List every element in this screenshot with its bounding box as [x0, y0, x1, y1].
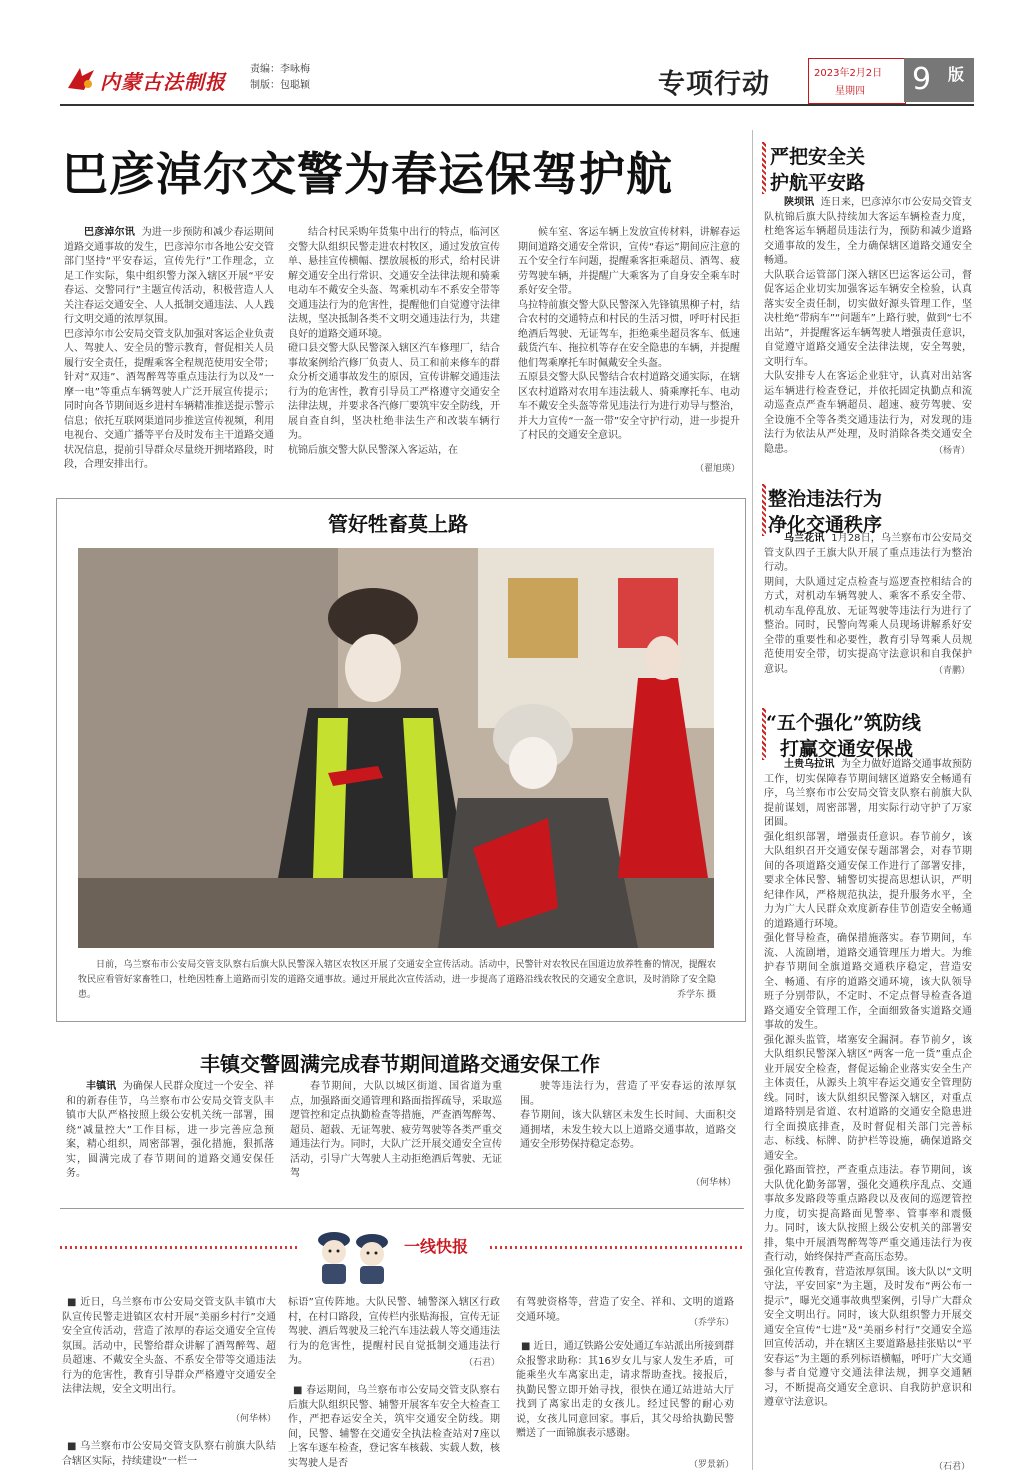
a2-body: [764, 532, 973, 675]
editor-credit: 责编：李咏梅: [250, 64, 310, 75]
a3-lead: 土贵乌拉讯: [784, 759, 835, 770]
a1-title-line1: 严把安全关: [770, 146, 866, 168]
main-signature: （翟旭瑛）: [694, 464, 740, 474]
main-col3: 候车室、客运车辆上发放宣传材料，讲解春运期间道路交通安全常识，宣传“春运”期间应注意的五个安全行车问题，提醒乘客拒乘超员、酒驾、疲劳驾驶车辆，并提醒广大乘客为了自身安全乘车时系好安全带。 乌拉特前旗交警大队民警深入先锋镇黑柳子村，结合农村的交通特点和村民的生活习惯，呼吁村民拒绝酒后驾驶、无证驾车，拒绝乘坐超员客车、低速载货汽车、拖拉机等存在安全隐患的车辆，并提醒他们驾乘摩托车时佩戴安全头盔。 五原县交警大队民警结合农村道路交通实际，在辖区农村道路对农用车违法载人、骑乘摩托车、电动车不戴安全头盔等常见违法行为进行劝导与整治，并大力宣传“一盔一带”安全守护行动，进一步提升了村民的交通安全意识。: [518, 227, 740, 441]
a3-text: 为全力做好道路交通事故预防工作，切实保障春节期间辖区道路安全畅通有序，乌兰察布市公安局交管支队察右前旗大队提前谋划，周密部署，用实际行动守护了万家团圆。 强化组织部署，增强责任意识。春节前夕，该大队组织召开交通安保专题部署会，对春节期间的各项道路交通安保工作进行了部署安排，要求全体民警、辅警切实提高思想认识，严明纪律作风，严格规范执法，提升服务水平，全力为广大人民群众欢度新春佳节创造安全畅通的道路通行环境。 强化督导检查，确保措施落实。春节期间，车流、人流剧增，道路交通管理压力增大。为维护春节期间全旗道路交通秩序稳定，营造安全、畅通、有序的道路交通环境，该大队领导班子分别带队，不定时、不定点督导检查各道路交通安全管理工作，全面细致备实道路交通事故的发生。 强化源头监管，堵塞安全漏洞。春节前夕，该大队组织民警深入辖区“两客一危一货”重点企业开展安全检查，督促运输企业落实安全生产主体责任，从源头上筑牢春运交通安全管理防线。同时，该大队组织民警深入辖区，对重点道路特别是省道、农村道路的交通安全隐患进行全面摸底排查，及时督促相关部门完善标志、标线、标牌、防护栏等设施，确保道路交通安全。 强化路面管控，严查重点违法。春节期间，该大队优化勤务部署，强化交通秩序乱点、交通事故多发路段等重点路段以及夜间的巡逻管控力度，切实提高路面见警率、管事率和震慑力。同时，该大队按照上级公安机关的部署安排，集中开展酒驾醉驾等严重交通违法行为夜查行动，始终保持严查高压态势。 强化宣传教育，营造浓厚氛围。该大队以“文明守法，平安回家”为主题，及时发布“两公布一提示”，曝光交通事故典型案例，引导广大群众安全文明出行。同时，该大队组织警力开展交通安全宣传“七进”及“美丽乡村行”交通安全巡回宣传活动，并在辖区主要道路悬挂张贴以“平安春运”为主题的系列标语横幅，呼吁广大交通参与者自觉遵守交通法律法规，拥享交通陋习，不断提高交通安全意识、自我防护意识和遵章守法意识。: [764, 759, 973, 1408]
a2-signature: （青鹏）: [933, 666, 970, 676]
page-number: 9: [912, 62, 932, 97]
a1-title-line2: 护航平安路: [770, 172, 866, 194]
fengzhen-bottom-rule: [60, 1208, 744, 1209]
kuaibao-col3: 有驾驶资格等，营造了安全、祥和、文明的道路交通环境。: [516, 1297, 734, 1323]
fengzhen-lead: 丰镇讯: [86, 1081, 117, 1092]
a3-title-line1: “五个强化”筑防线: [766, 712, 921, 734]
a1-title-stripe: [762, 142, 766, 194]
right-column-divider: [752, 130, 753, 1470]
kuaibao-col2-signature: （石君）: [463, 1358, 500, 1368]
photo-story-title: 管好牲畜莫上路: [328, 512, 468, 536]
a3-title-line2: 打赢交通安保战: [780, 738, 914, 760]
kuaibao-title: 一线快报: [404, 1237, 469, 1256]
logo-mark-icon: [66, 66, 96, 92]
a2-text: 1月28日，乌兰察布市公安局交管支队四子王旗大队开展了重点违法行为整治行动。 期间，大队通过定点检查与巡逻查控相结合的方式，对机动车辆驾驶人、乘客不系安全带、机动车乱停乱放、无证驾驶等违法行为进行了整治。同时，民警向驾乘人员现场讲解系好安全带的重要性和必要性，教育引导驾乘人员规范使用安全带，切实提高守法意识和自我保护意识。: [764, 533, 973, 675]
fengzhen-col1-text: 为确保人民群众度过一个安全、祥和的新春佳节，乌兰察布市公安局交管支队丰镇市大队严格按照上级公安机关统一部署，围绕“减量控大”工作目标，进一步完善应急预案，精心组织，周密部署，强化措施，狠抓落实，圆满完成了春节期间的道路交通安保任务。: [66, 1081, 275, 1179]
fengzhen-col3: 驶等违法行为，营造了平安春运的浓厚氛围。 春节期间，该大队辖区未发生长时间、大面积交通拥堵，未发生较大以上道路交通事故，道路交通安全形势保持稳定态势。: [520, 1081, 736, 1150]
kuaibao-col1-signature: （何华林）: [230, 1414, 276, 1424]
a2-title-line2: 净化交通秩序: [768, 514, 883, 536]
kuaibao-col2b: ■ 春运期间，乌兰察布市公安局交管支队察右后旗大队组织民警、辅警开展客车安全大检查工作，严把春运安全关，筑牢交通安全防线。期间，民警、辅警在交通安全执法检查站对7座以上客车逐车检查，登记客车核载、实载人数，核实驾驶人是否: [288, 1385, 500, 1469]
a1-body: [764, 196, 973, 455]
a3-signature: （石君）: [933, 1462, 970, 1472]
news-photo: [78, 548, 714, 948]
a2-title-line1: 整治违法行为: [768, 488, 883, 510]
a1-lead: 陕坝讯: [784, 197, 815, 208]
photo-caption: 日前，乌兰察布市公安局交管支队察右后旗大队民警深入辖区农牧区开展了交通安全宣传活动。活动中，民警针对农牧民在国道边放养牲畜的情况，提醒农牧民应看管好家畜牲口，杜绝因牲畜上道路而引发的道路交通事故。通过开展此次宣传活动，进一步提高了道路沿线农牧民的交通安全意识，及时消除了安全隐患。: [78, 960, 716, 1000]
a3-body: [764, 758, 972, 1462]
fengzhen-signature: （何华林）: [690, 1178, 736, 1188]
kuaibao-col3-signature: （乔学东）: [688, 1318, 734, 1328]
a2-title-stripe: [762, 484, 766, 536]
main-lead: 巴彦淖尔讯: [84, 227, 135, 238]
maker-credit: 制版：包聪颖: [250, 80, 310, 91]
kuaibao-col3b-signature: （罗景新）: [688, 1460, 734, 1470]
kuaibao-col2: 标语”宣传阵地。大队民警、辅警深入辖区行政村，在村口路段，宣传栏内张贴海报，宣传无证驾驶、酒后驾驶及三轮汽车违法载人等交通违法行为的危害性，提醒村民自觉抵制交通违法行为。: [288, 1297, 500, 1366]
masthead: [60, 58, 974, 108]
fengzhen-col2: 春节期间，大队以城区街道、国省道为重点，加强路面交通管理和路面指挥疏导，采取巡逻管控和定点执勤检查等措施，严查酒驾醉驾、超员、超载、无证驾驶、疲劳驾驶等各类严重交通违法行为。同时，大队广泛开展交通安全宣传活动，引导广大驾驶人主动拒绝酒后驾驶、无证驾: [290, 1081, 502, 1179]
photo-credit: 乔学东 摄: [677, 990, 716, 1000]
masthead-rule: [60, 104, 974, 106]
issue-date: 2023年2月2日: [814, 68, 883, 79]
main-col1: [64, 226, 274, 488]
kuaibao-col3b: ■ 近日，通辽铁路公安处通辽车站派出所接到群众报警求助称：其16岁女儿与家人发生矛盾，可能乘坐火车离家出走，请求帮助查找。接报后，执勤民警立即开始寻找，很快在通辽站进站大厅找到了离家出走的女孩儿。经过民警的耐心劝说，女孩儿同意回家。事后，其父母给执勤民警赠送了一面锦旗表示感谢。: [516, 1341, 734, 1439]
kuaibao-right-dots: [490, 1246, 744, 1249]
logo-text: 内蒙古法制报: [100, 70, 226, 94]
fengzhen-headline: 丰镇交警圆满完成春节期间道路交通安保工作: [200, 1052, 600, 1076]
police-mascot-icon: [308, 1220, 398, 1288]
section-title: 专项行动: [658, 69, 770, 100]
a1-text: 连日来，巴彦淖尔市公安局交管支队杭锦后旗大队持续加大客运车辆检查力度，杜绝客运车辆超员违法行为，预防和减少道路交通事故的发生，全力确保辖区道路交通安全畅通。 大队联合运管部门深入辖区巴运客运公司，督促客运企业切实加强客运车辆安全检验，认真落实安全责任制，切实做好源头管理工作，坚决杜绝“带病车”“问题车”上路行驶，做到“七不出站”，并提醒客运车辆驾驶人增强责任意识，自觉遵守道路交通安全法律法规，安全驾驶，文明行车。 大队安排专人在客运企业驻守，认真对出站客运车辆进行检查登记，并依托固定执勤点和流动巡查点严查车辆超员、超速、疲劳驾驶、安全设施不全等各类交通违法行为，对发现的违法行为依法从严处理，及时消除各类交通安全隐患。: [764, 197, 973, 455]
main-col1-text: 为进一步预防和减少春运期间道路交通事故的发生，巴彦淖尔市各地公安交管部门坚持“平安春运，宣传先行”工作理念，立足工作实际，集中组织警力深入辖区开展“平安春运、交警同行”主题宣传活动，积极营造人人关注春运交通安全、人人抵制交通违法、人人践行文明交通的浓厚氛围。 巴彦淖尔市公安局交管支队加强对客运企业负责人、驾驶人、安全员的警示教育，督促相关人员履行安全责任，提醒乘客全程规范使用安全带；针对“双违”、酒驾醉驾等重点违法行为以及“一摩一电”等重点车辆驾驶人广泛开展宣传提示；同时向各节期间返乡进村车辆精准推送提示警示信息；依托互联网渠道同步推送宣传视频，利用电视台、交通广播等平台及时发布主干道路交通状况信息，提前引导群众尽量绕开拥堵路段，时段，合理安排出行。: [64, 227, 275, 470]
a1-signature: （杨青）: [933, 446, 970, 456]
page-suffix: 版: [948, 65, 965, 84]
issue-weekday: 星期四: [835, 86, 865, 97]
fengzhen-col1: [66, 1080, 274, 1198]
kuaibao-col1b: ■ 乌兰察布市公安局交管支队察右前旗大队结合辖区实际，持续建设“一栏一: [62, 1441, 276, 1467]
kuaibao-left-dots: [60, 1246, 300, 1249]
kuaibao-col1: ■ 近日，乌兰察布市公安局交管支队丰镇市大队宣传民警走进镇区农村开展“美丽乡村行”交通安全宣传活动，营造了浓厚的春运交通安全宣传氛围。活动中，民警给群众讲解了酒驾醉驾、超员超速、不戴安全头盔、不系安全带等交通违法行为的危害性，教育引导群众严格遵守交通安全法律法规，安全文明出行。: [62, 1297, 276, 1395]
main-headline: 巴彦淖尔交警为春运保驾护航: [62, 147, 673, 201]
a2-lead: 乌兰花讯: [784, 533, 825, 544]
main-col2: 结合村民采购年货集中出行的特点，临河区交警大队组织民警走进农村牧区，通过发放宣传单、悬挂宣传横幅、摆放展板的形式，给村民讲解交通安全出行常识、交通安全法律法规和骑乘电动车不戴安全头盔、驾乘机动车不系安全带等交通违法行为的危害性，提醒他们自觉遵守法律法规，坚决抵制各类不文明交通违法行为，共建良好的道路交通环境。 磴口县交警大队民警深入辖区汽车修理厂，结合事故案例给汽修厂负责人、员工和前来修车的群众分析交通事故发生的原因，宣传讲解交通违法行为的危害性，教育引导员工严格遵守交通安全法律法规，并要求各汽修厂要筑牢安全防线，开展自查自纠，坚决杜绝非法生产和改装车辆行为。 杭锦后旗交警大队民警深入客运站，在: [288, 227, 500, 456]
